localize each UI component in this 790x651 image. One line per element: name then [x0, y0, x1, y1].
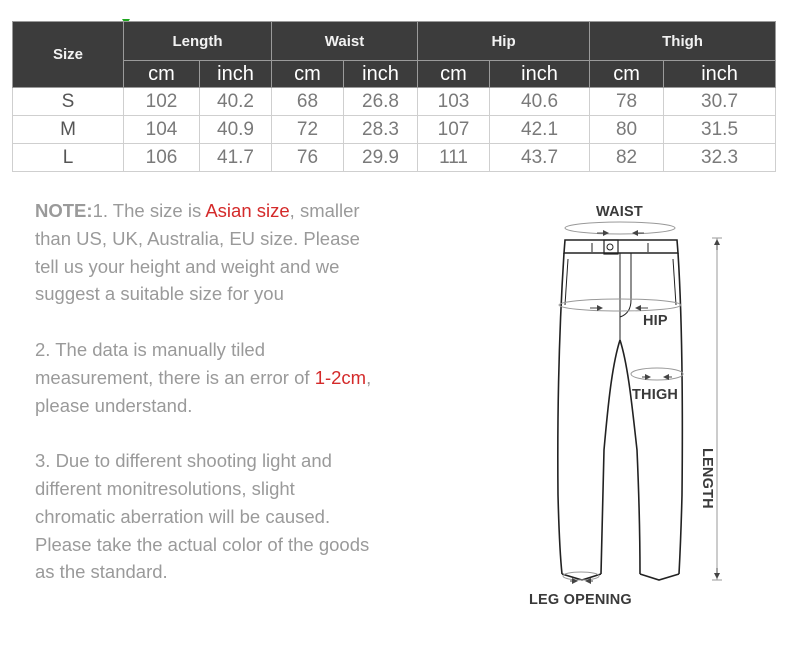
note-1-text-rest: , smaller than US, UK, Australia, EU size. Please tell us your height and weight and we suggest a suitable size for you	[35, 200, 360, 305]
table-cell: 40.6	[490, 88, 590, 116]
size-chart-table	[12, 21, 776, 172]
waist-group-header: Waist	[272, 22, 418, 61]
table-row	[13, 116, 776, 144]
waist-label: WAIST	[596, 204, 643, 220]
table-cell: 42.1	[490, 116, 590, 144]
table-cell: 111	[418, 144, 490, 172]
table-cell: 40.2	[200, 88, 272, 116]
size-cell: S	[13, 88, 124, 116]
table-cell: 32.3	[664, 144, 776, 172]
note-3-text: 3. Due to different shooting light and different monitresolutions, slight chromatic aberration will be caused. Please take the actual color of the goods as the standard.	[35, 450, 370, 583]
note-2-text-rest: , please understand.	[35, 366, 372, 416]
note-2-highlight: 1-2cm	[314, 366, 367, 388]
hip-label: HIP	[643, 313, 668, 329]
table-cell: 68	[272, 88, 344, 116]
unit-header: inch	[200, 61, 272, 88]
table-cell: 40.9	[200, 116, 272, 144]
note-2	[35, 336, 375, 419]
size-cell: L	[13, 144, 124, 172]
unit-header: inch	[344, 61, 418, 88]
pants-outline-icon	[520, 195, 780, 625]
table-cell: 107	[418, 116, 490, 144]
leg-opening-label: LEG OPENING	[529, 592, 632, 608]
table-cell: 72	[272, 116, 344, 144]
table-cell: 102	[124, 88, 200, 116]
table-cell: 106	[124, 144, 200, 172]
unit-header: inch	[490, 61, 590, 88]
unit-header: cm	[124, 61, 200, 88]
note-3	[35, 447, 375, 586]
note-1-highlight: Asian size	[205, 200, 290, 221]
length-label: LENGTH	[699, 448, 715, 509]
size-cell: M	[13, 116, 124, 144]
table-unit-header-row	[13, 61, 776, 88]
note-2-text: 2. The data is manually tiled measurement, there is an error of	[35, 338, 315, 388]
table-group-header-row	[13, 22, 776, 61]
size-column-header: Size	[13, 22, 124, 88]
table-cell: 103	[418, 88, 490, 116]
note-label: NOTE:	[35, 200, 93, 221]
table-cell: 82	[590, 144, 664, 172]
table-row	[13, 88, 776, 116]
unit-header: cm	[272, 61, 344, 88]
note-1-text: 1. The size is	[92, 200, 206, 221]
unit-header: cm	[590, 61, 664, 88]
table-cell: 31.5	[664, 116, 776, 144]
unit-header: cm	[418, 61, 490, 88]
hip-group-header: Hip	[418, 22, 590, 61]
table-cell: 80	[590, 116, 664, 144]
table-cell: 78	[590, 88, 664, 116]
table-cell: 29.9	[344, 144, 418, 172]
table-cell: 26.8	[344, 88, 418, 116]
thigh-group-header: Thigh	[590, 22, 776, 61]
note-1	[35, 197, 375, 308]
table-cell: 43.7	[490, 144, 590, 172]
unit-header: inch	[664, 61, 776, 88]
table-row	[13, 144, 776, 172]
table-cell: 104	[124, 116, 200, 144]
table-cell: 76	[272, 144, 344, 172]
size-notes	[35, 197, 375, 614]
length-group-header: Length	[124, 22, 272, 61]
thigh-label: THIGH	[632, 387, 679, 403]
table-cell: 30.7	[664, 88, 776, 116]
pants-measurement-diagram	[520, 195, 780, 625]
table-cell: 28.3	[344, 116, 418, 144]
table-cell: 41.7	[200, 144, 272, 172]
